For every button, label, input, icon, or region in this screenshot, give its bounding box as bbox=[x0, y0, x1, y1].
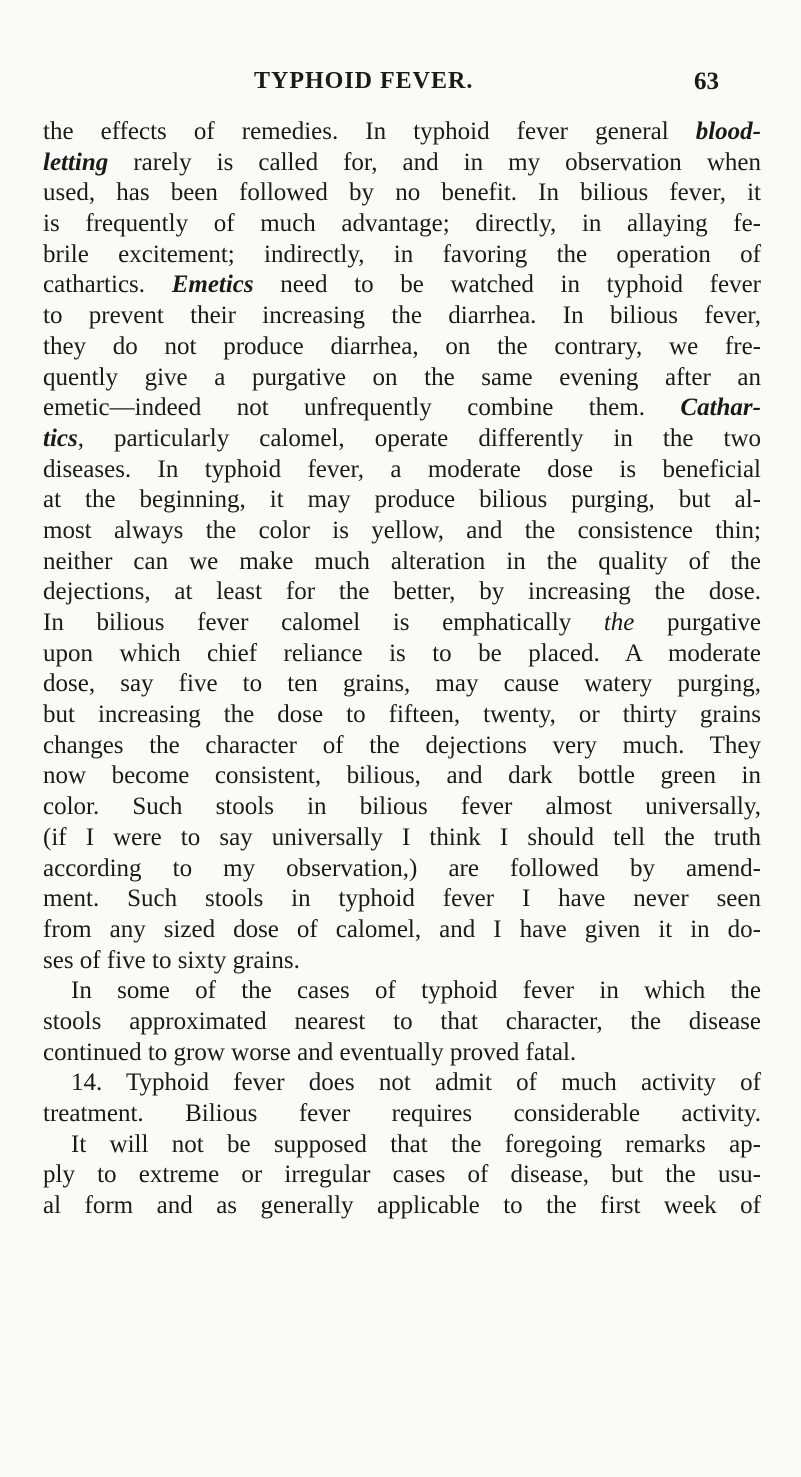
page-number: 63 bbox=[694, 68, 719, 95]
text-run: In bilious fever calomel is emphatically bbox=[43, 609, 604, 636]
text-run: used, has been followed by no benefit. In bilious fever, it bbox=[43, 179, 761, 207]
text-line bbox=[43, 792, 761, 823]
text-line bbox=[43, 823, 761, 854]
text-line bbox=[43, 731, 761, 762]
text-line bbox=[43, 1160, 761, 1191]
text-run: most always the color is yellow, and the consistence thin; bbox=[43, 516, 761, 544]
text-run: stools approximated nearest to that character, the disease bbox=[43, 1007, 761, 1035]
body-text bbox=[43, 117, 761, 1222]
text-line bbox=[43, 854, 761, 885]
text-line bbox=[43, 332, 761, 363]
text-line bbox=[43, 577, 761, 608]
text-run: continued to grow worse and eventually proved fatal. bbox=[43, 1038, 577, 1066]
text-line bbox=[43, 1130, 761, 1161]
text-line bbox=[43, 915, 761, 946]
emphasized-text: Cathar- bbox=[680, 394, 761, 422]
text-line bbox=[43, 608, 761, 639]
text-run: changes the character of the dejections very much. They bbox=[43, 731, 761, 759]
text-run: In some of the cases of typhoid fever in which the bbox=[71, 977, 761, 1005]
text-run: neither can we make much alteration in the quality of the bbox=[43, 547, 761, 575]
text-run: brile excitement; indirectly, in favoring the operation of bbox=[43, 240, 761, 268]
text-line bbox=[43, 148, 761, 179]
text-run: ply to extreme or irregular cases of disease, but the usu- bbox=[43, 1161, 761, 1189]
text-run: ses of five to sixty grains. bbox=[43, 946, 300, 974]
text-run: color. Such stools in bilious fever almost universally, bbox=[43, 793, 761, 821]
text-line bbox=[43, 516, 761, 547]
text-run: It will not be supposed that the foregoing remarks ap- bbox=[71, 1130, 761, 1158]
text-line bbox=[43, 946, 761, 977]
text-run: diseases. In typhoid fever, a moderate dose is beneficial bbox=[43, 455, 761, 483]
text-run: , particularly calomel, operate differently in the two bbox=[77, 424, 761, 452]
text-run: dose, say five to ten grains, may cause watery purging, bbox=[43, 670, 761, 698]
text-run: to prevent their increasing the diarrhea. In bilious fever, bbox=[43, 302, 761, 330]
text-run: (if I were to say universally I think I should tell the truth bbox=[43, 823, 761, 851]
text-line bbox=[43, 270, 761, 301]
running-head bbox=[254, 68, 754, 102]
text-line bbox=[43, 485, 761, 516]
text-run: rarely is called for, and in my observation when bbox=[108, 148, 761, 176]
text-line bbox=[43, 976, 761, 1007]
text-run: at the beginning, it may produce bilious purging, but al- bbox=[43, 486, 761, 514]
text-line bbox=[43, 884, 761, 915]
text-run: need to be watched in typhoid fever bbox=[253, 271, 762, 299]
text-run: now become consistent, bilious, and dark bottle green in bbox=[43, 762, 761, 790]
text-line bbox=[43, 209, 761, 240]
text-run: according to my observation,) are followed by amend- bbox=[43, 854, 761, 882]
emphasized-text: Emetics bbox=[171, 271, 254, 299]
text-run: the effects of remedies. In typhoid fever general bbox=[43, 118, 696, 145]
text-line bbox=[43, 1068, 761, 1099]
text-run: dejections, at least for the better, by increasing the dose. bbox=[43, 578, 761, 606]
emphasized-text: the bbox=[603, 609, 635, 636]
text-line bbox=[43, 117, 761, 148]
text-line bbox=[43, 1007, 761, 1038]
text-line bbox=[43, 1099, 761, 1130]
text-run: cathartics. bbox=[43, 271, 172, 299]
text-run: is frequently of much advantage; directly, in allaying fe- bbox=[43, 210, 761, 238]
text-line bbox=[43, 700, 761, 731]
text-line bbox=[43, 1038, 761, 1069]
text-run: treatment. Bilious fever requires considerable activity. bbox=[43, 1100, 761, 1127]
text-line bbox=[43, 363, 761, 394]
text-line bbox=[43, 669, 761, 700]
text-line bbox=[43, 240, 761, 271]
text-run: purgative bbox=[634, 609, 761, 636]
text-run: emetic—indeed not unfrequently combine them. bbox=[43, 394, 681, 422]
text-run: they do not produce diarrhea, on the contrary, we fre- bbox=[43, 332, 761, 360]
text-line bbox=[43, 393, 761, 424]
text-run: upon which chief reliance is to be placed. A moderate bbox=[43, 639, 761, 667]
emphasized-text: blood- bbox=[695, 118, 761, 145]
text-run: but increasing the dose to fifteen, twenty, or thirty grains bbox=[43, 701, 761, 729]
text-line bbox=[43, 761, 761, 792]
text-run: 14. Typhoid fever does not admit of much activity of bbox=[71, 1069, 761, 1097]
text-run: al form and as generally applicable to the first week of bbox=[43, 1192, 761, 1220]
running-head-title: TYPHOID FEVER. bbox=[254, 68, 474, 94]
text-run: ment. Such stools in typhoid fever I have never seen bbox=[43, 885, 761, 913]
text-run: quently give a purgative on the same evening after an bbox=[43, 363, 761, 391]
text-line bbox=[43, 178, 761, 209]
text-line bbox=[43, 547, 761, 578]
text-run: from any sized dose of calomel, and I have given it in do- bbox=[43, 915, 761, 943]
text-line bbox=[43, 301, 761, 332]
text-line bbox=[43, 1191, 761, 1222]
text-line bbox=[43, 424, 761, 455]
emphasized-text: letting bbox=[43, 148, 109, 176]
text-line bbox=[43, 639, 761, 670]
emphasized-text: tics bbox=[43, 424, 78, 452]
text-line bbox=[43, 455, 761, 486]
